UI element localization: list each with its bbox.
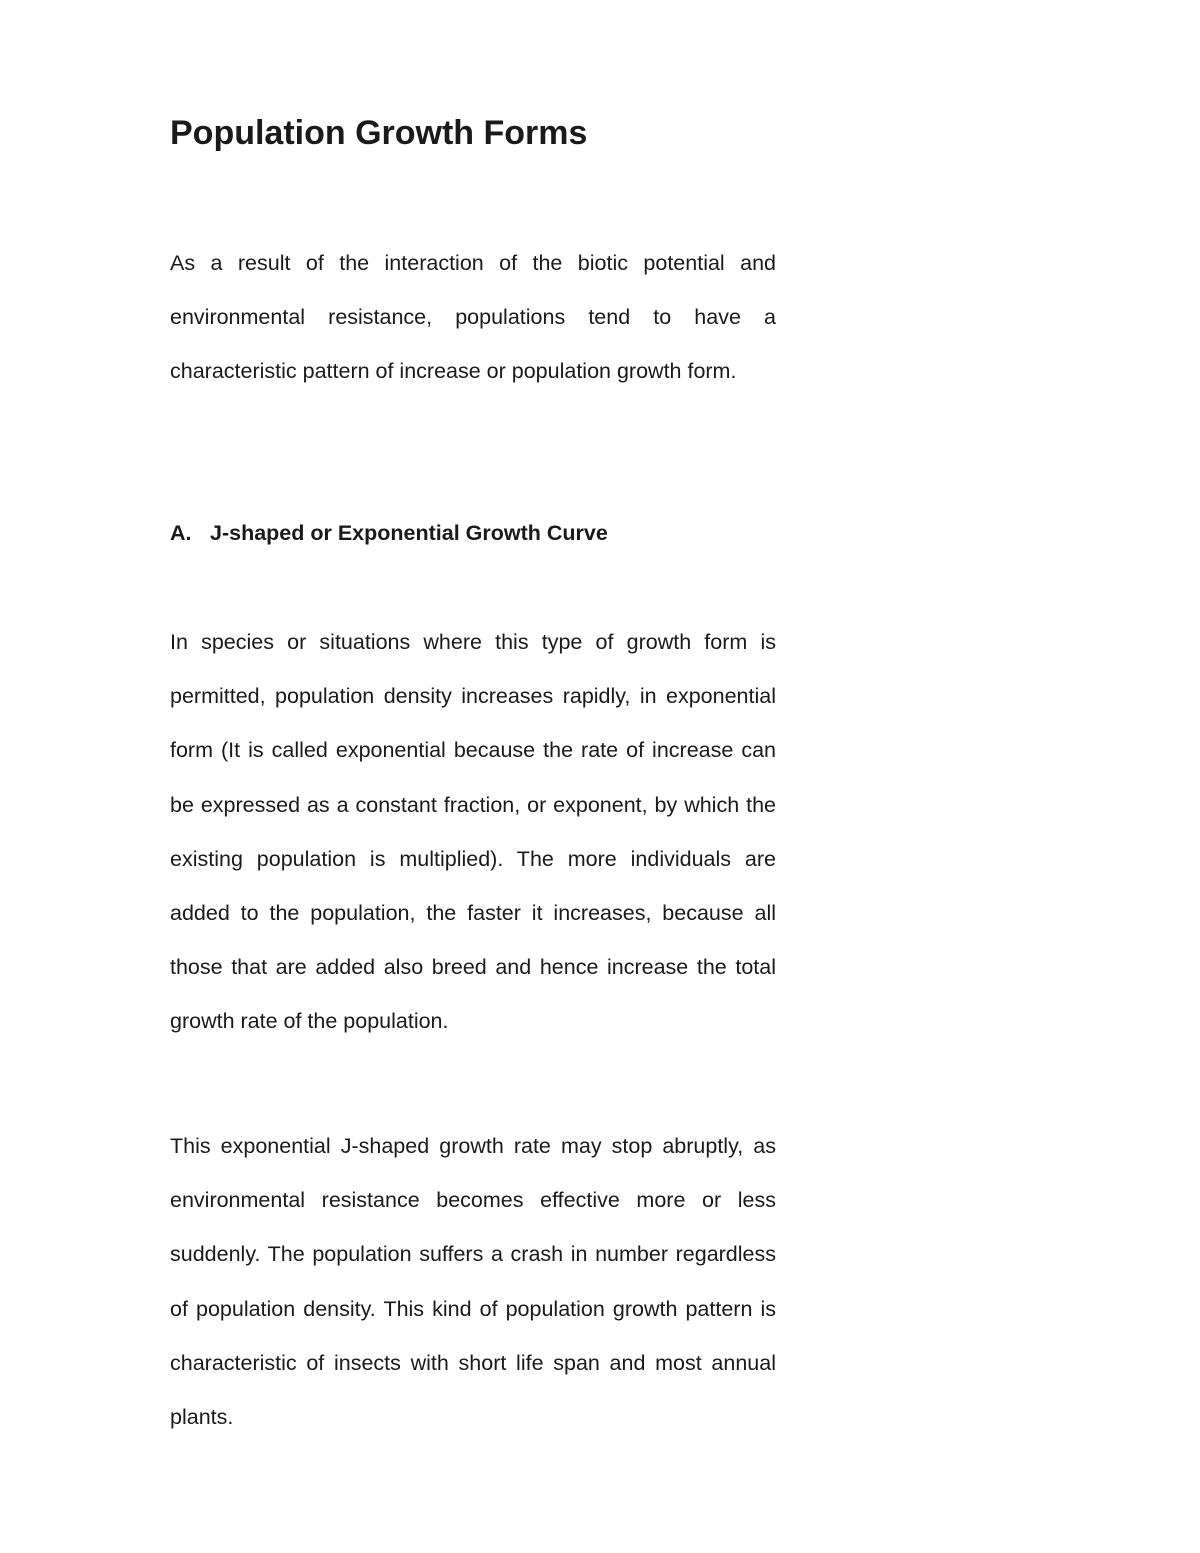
section-a-paragraph-2: This exponential J-shaped growth rate may stop abruptly, as environmental resistance becomes effective more or less suddenly. The population suffers a crash in number regardless of population density. This kind of population growth pattern is characteristic of insects with short life span and most annual plants. (170, 1134, 776, 1430)
section-a-paragraph-1: In species or situations where this type of growth form is permitted, population density increases rapidly, in exponential form (It is called exponential because the rate of increase can be expressed as a constant fraction, or exponent, by which the existing population is multiplied). The more individuals are added to the population, the faster it increases, because all those that are added also breed and hence increase the total growth rate of the population. (170, 630, 776, 1034)
section-heading-a (170, 518, 608, 548)
page-title: Population Growth Forms (170, 114, 588, 152)
section-marker: A. (170, 521, 192, 545)
section-heading-text: J-shaped or Exponential Growth Curve (210, 521, 608, 545)
intro-paragraph: As a result of the interaction of the biotic potential and environmental resistance, populations tend to have a characteristic pattern of increase or population growth form. (170, 251, 776, 384)
